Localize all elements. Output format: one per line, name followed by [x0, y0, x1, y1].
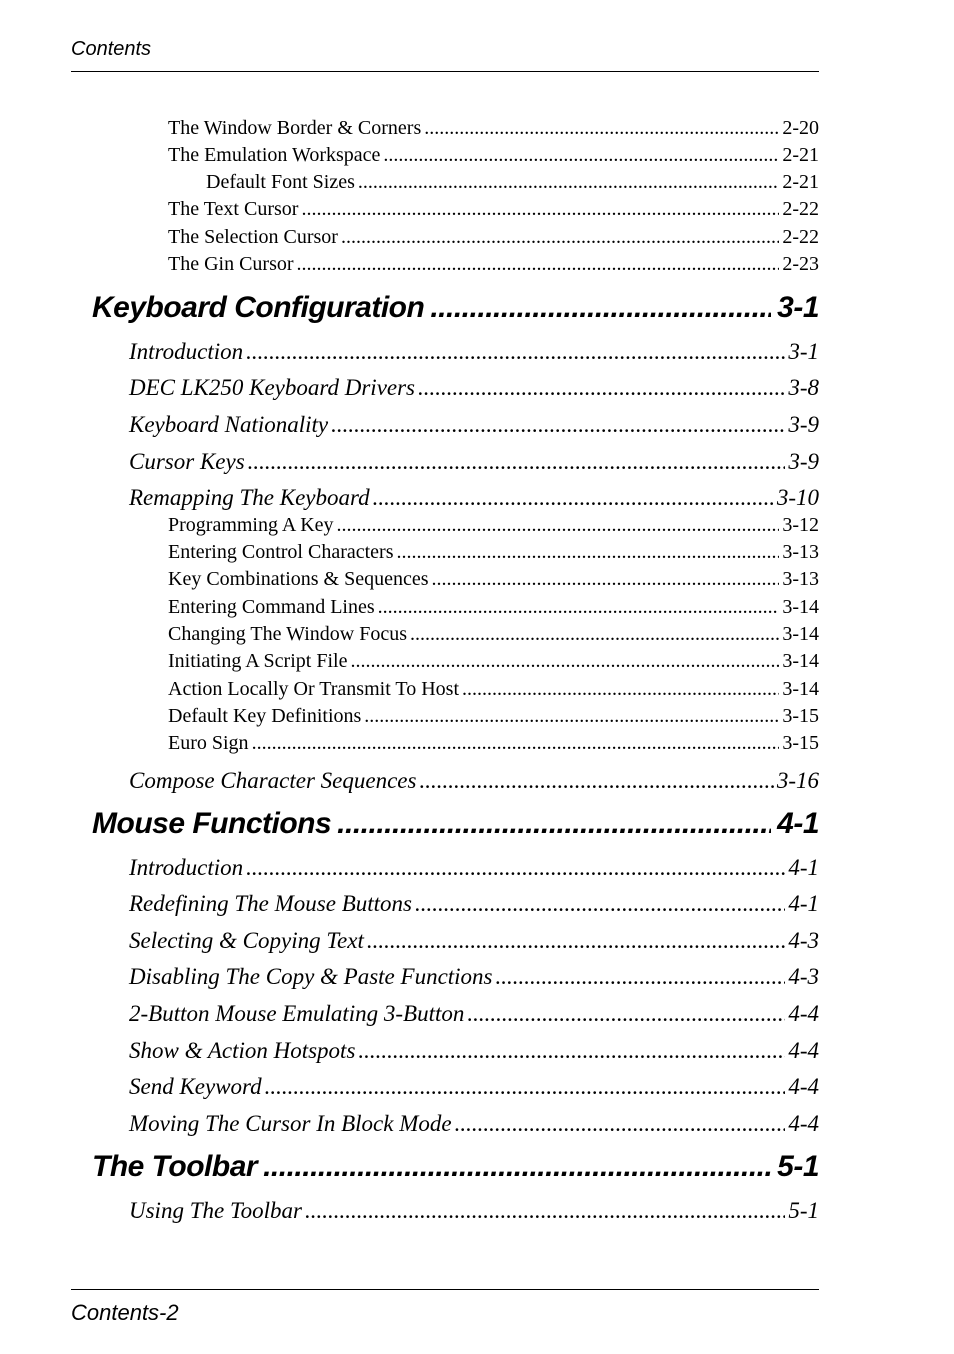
dot-leader	[467, 1001, 785, 1027]
toc-entry	[168, 596, 819, 619]
dot-leader	[341, 226, 779, 249]
toc-entry-page: 4-3	[788, 928, 819, 953]
dot-leader	[248, 449, 786, 475]
dot-leader	[337, 514, 780, 537]
toc-entry-page: 3-8	[788, 375, 819, 400]
toc-entry	[168, 226, 819, 249]
dot-leader	[430, 291, 771, 325]
toc-entry	[168, 144, 819, 167]
toc-entry	[129, 1038, 819, 1064]
toc-entry-page: 3-14	[782, 650, 819, 672]
page-number: Contents-2	[71, 1300, 179, 1325]
dot-leader	[246, 855, 785, 881]
dot-leader	[350, 650, 779, 673]
dot-leader	[265, 1074, 786, 1100]
toc-entry	[168, 650, 819, 673]
dot-leader	[297, 253, 780, 276]
toc-entry	[129, 891, 819, 917]
dot-leader	[415, 891, 785, 917]
toc-entry-page: 3-9	[788, 412, 819, 437]
dot-leader	[358, 1038, 785, 1064]
toc-entry-page: 4-1	[788, 855, 819, 880]
toc-chapter-entry	[92, 291, 819, 325]
toc-entry-title: The Toolbar	[92, 1150, 258, 1183]
dot-leader	[418, 375, 785, 401]
toc-entry-page: 3-14	[782, 678, 819, 700]
toc-entry-title: Remapping The Keyboard	[129, 485, 370, 510]
toc-entry	[168, 117, 819, 140]
toc-entry-page: 3-13	[782, 541, 819, 563]
dot-leader	[424, 117, 779, 140]
toc-entry-title: Euro Sign	[168, 732, 249, 754]
toc-entry	[168, 678, 819, 701]
toc-entry	[129, 339, 819, 365]
toc-entry-page: 2-21	[782, 171, 819, 193]
dot-leader	[410, 623, 779, 646]
toc-entry-title: Compose Character Sequences	[129, 768, 417, 793]
toc-entry	[129, 855, 819, 881]
toc-entry-page: 4-1	[777, 807, 819, 840]
toc-entry-page: 3-14	[782, 596, 819, 618]
dot-leader	[364, 705, 779, 728]
toc-entry-title: Show & Action Hotspots	[129, 1038, 356, 1063]
toc-entry-title: Default Key Definitions	[168, 705, 362, 727]
dot-leader	[252, 732, 780, 755]
toc-entry	[129, 449, 819, 475]
dot-leader	[337, 807, 771, 841]
dot-leader	[331, 412, 785, 438]
toc-entry	[168, 198, 819, 221]
dot-leader	[383, 144, 779, 167]
toc-entry-page: 4-1	[788, 891, 819, 916]
toc-entry	[129, 1111, 819, 1137]
dot-leader	[367, 928, 785, 954]
toc-entry-page: 4-4	[788, 1074, 819, 1099]
dot-leader	[263, 1150, 771, 1184]
toc-entry	[168, 568, 819, 591]
toc-entry	[129, 964, 819, 990]
dot-leader	[378, 596, 780, 619]
toc-entry-page: 4-4	[788, 1038, 819, 1063]
toc-entry-page: 5-1	[777, 1150, 819, 1183]
toc-entry-title: Keyboard Nationality	[129, 412, 329, 437]
toc-entry-title: Entering Control Characters	[168, 541, 394, 563]
toc-entry-page: 4-4	[788, 1001, 819, 1026]
toc-entry	[129, 485, 819, 511]
toc-entry-title: The Window Border & Corners	[168, 117, 422, 139]
toc-entry	[129, 1001, 819, 1027]
toc-entry-title: Selecting & Copying Text	[129, 928, 364, 953]
toc-entry-page: 2-22	[782, 198, 819, 220]
dot-leader	[419, 768, 773, 794]
dot-leader	[305, 1198, 785, 1224]
dot-leader	[373, 485, 774, 511]
dot-leader	[397, 541, 780, 564]
toc-entry-page: 2-20	[782, 117, 819, 139]
toc-entry-page: 3-12	[782, 514, 819, 536]
toc-entry-page: 3-16	[776, 768, 819, 793]
dot-leader	[455, 1111, 786, 1137]
toc-entry-title: Introduction	[129, 855, 244, 880]
toc-entry-page: 4-4	[788, 1111, 819, 1136]
toc-entry-title: The Selection Cursor	[168, 226, 338, 248]
toc-entry-title: Send Keyword	[129, 1074, 262, 1099]
toc-entry	[129, 1198, 819, 1224]
toc-entry-title: DEC LK250 Keyboard Drivers	[129, 375, 416, 400]
toc-entry	[168, 705, 819, 728]
toc-entry-title: Cursor Keys	[129, 449, 245, 474]
toc-chapter-entry	[92, 1150, 819, 1184]
toc-entry-page: 2-23	[782, 253, 819, 275]
toc-entry	[129, 412, 819, 438]
toc-entry-title: Entering Command Lines	[168, 596, 375, 618]
toc-entry-page: 5-1	[788, 1198, 819, 1223]
header-rule	[71, 71, 819, 72]
dot-leader	[432, 568, 780, 591]
footer-rule	[71, 1289, 819, 1290]
toc-entry-title: Action Locally Or Transmit To Host	[168, 678, 460, 700]
toc-entry-title: Mouse Functions	[92, 807, 332, 840]
toc-entry-page: 3-15	[782, 732, 819, 754]
dot-leader	[462, 678, 779, 701]
toc-entry	[168, 623, 819, 646]
toc-entry-page: 2-21	[782, 144, 819, 166]
toc-entry	[168, 253, 819, 276]
toc-entry-title: Initiating A Script File	[168, 650, 348, 672]
toc-entry-title: Redefining The Mouse Buttons	[129, 891, 412, 916]
toc-entry-title: Programming A Key	[168, 514, 334, 536]
toc-entry-title: Key Combinations & Sequences	[168, 568, 429, 590]
dot-leader	[358, 171, 779, 194]
toc-entry-page: 3-14	[782, 623, 819, 645]
toc-entry	[129, 1074, 819, 1100]
toc-entry-page: 2-22	[782, 226, 819, 248]
toc-entry	[129, 375, 819, 401]
toc-entry	[206, 171, 819, 194]
toc-entry-page: 3-9	[788, 449, 819, 474]
toc-entry-page: 3-10	[776, 485, 819, 510]
dot-leader	[246, 339, 785, 365]
toc-entry-page: 3-15	[782, 705, 819, 727]
toc-entry-title: Keyboard Configuration	[92, 291, 425, 324]
toc-entry-title: Changing The Window Focus	[168, 623, 408, 645]
toc-entry-title: Using The Toolbar	[129, 1198, 302, 1223]
toc-entry	[168, 732, 819, 755]
toc-entry-title: The Text Cursor	[168, 198, 299, 220]
toc-entry-title: Default Font Sizes	[206, 171, 355, 193]
toc-entry-title: 2-Button Mouse Emulating 3-Button	[129, 1001, 465, 1026]
dot-leader	[301, 198, 779, 221]
toc-entry	[129, 928, 819, 954]
toc-entry-title: The Gin Cursor	[168, 253, 294, 275]
toc-entry	[168, 541, 819, 564]
toc-entry	[129, 768, 819, 794]
toc-entry-page: 4-3	[788, 964, 819, 989]
toc-entry-title: Disabling The Copy & Paste Functions	[129, 964, 493, 989]
toc-entry-page: 3-13	[782, 568, 819, 590]
toc-chapter-entry	[92, 807, 819, 841]
toc-entry-page: 3-1	[777, 291, 819, 324]
toc-entry-title: Introduction	[129, 339, 244, 364]
dot-leader	[496, 964, 786, 990]
toc-entry	[168, 514, 819, 537]
running-header: Contents	[71, 38, 152, 60]
toc-entry-page: 3-1	[788, 339, 819, 364]
toc-entry-title: The Emulation Workspace	[168, 144, 381, 166]
toc-entry-title: Moving The Cursor In Block Mode	[129, 1111, 452, 1136]
